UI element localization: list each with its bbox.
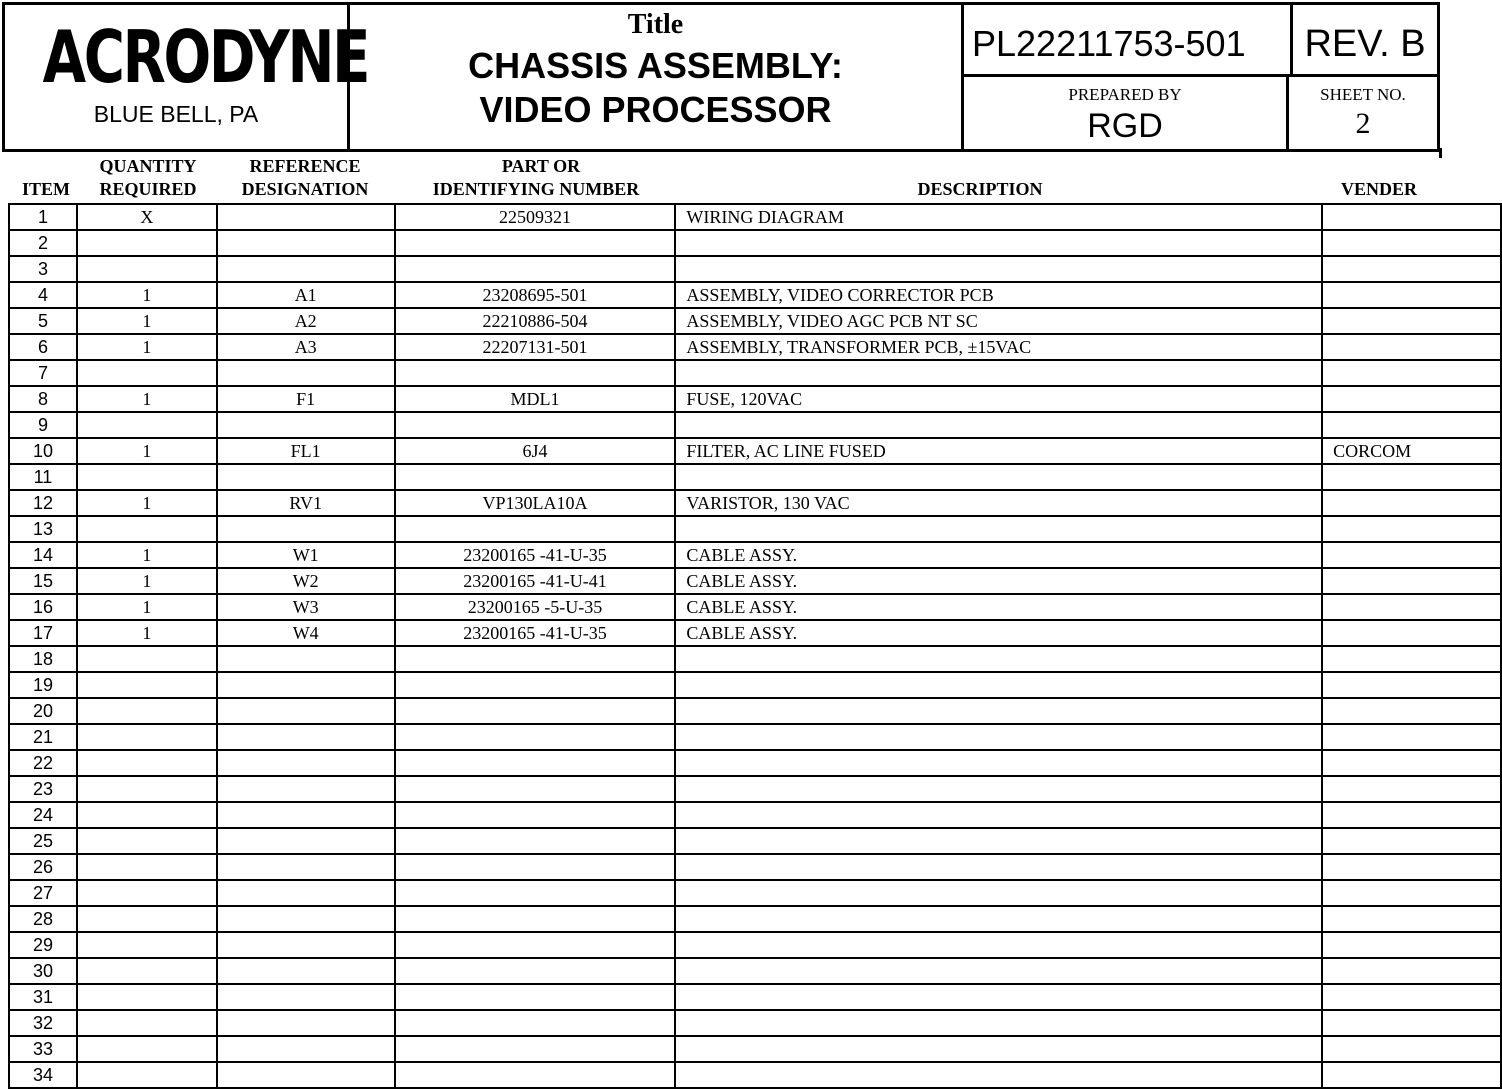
table-row	[9, 802, 1501, 828]
table-row	[9, 594, 1501, 620]
header-item: ITEM	[21, 179, 70, 199]
item-number-cell: 34	[9, 1062, 77, 1088]
description-cell	[675, 802, 1322, 828]
part-number-cell: 22207131-501	[395, 334, 676, 360]
description-cell	[675, 854, 1322, 880]
table-row	[9, 958, 1501, 984]
description-cell: CABLE ASSY.	[675, 568, 1322, 594]
title-block	[2, 2, 1440, 152]
reference-cell: RV1	[217, 490, 395, 516]
part-number-cell: MDL1	[395, 386, 676, 412]
item-number-cell: 25	[9, 828, 77, 854]
vender-cell	[1322, 750, 1501, 776]
title-cell	[350, 5, 964, 149]
reference-cell: FL1	[217, 438, 395, 464]
item-number-cell: 3	[9, 256, 77, 282]
description-cell: ASSEMBLY, VIDEO AGC PCB NT SC	[675, 308, 1322, 334]
description-cell	[675, 1036, 1322, 1062]
description-cell: FUSE, 120VAC	[675, 386, 1322, 412]
item-number-cell: 10	[9, 438, 77, 464]
quantity-cell	[77, 698, 217, 724]
revision-cell	[1293, 5, 1437, 77]
part-number-cell	[395, 698, 676, 724]
part-number-cell	[395, 1010, 676, 1036]
reference-cell	[217, 256, 395, 282]
description-cell: CABLE ASSY.	[675, 620, 1322, 646]
table-row	[9, 906, 1501, 932]
reference-cell: W4	[217, 620, 395, 646]
table-row	[9, 256, 1501, 282]
vender-cell	[1322, 282, 1501, 308]
quantity-cell	[77, 646, 217, 672]
document-title-line1: CHASSIS ASSEMBLY:	[468, 45, 843, 86]
description-cell	[675, 828, 1322, 854]
reference-cell	[217, 854, 395, 880]
vender-cell	[1322, 256, 1501, 282]
vender-cell	[1322, 698, 1501, 724]
vender-cell	[1322, 308, 1501, 334]
item-number-cell: 32	[9, 1010, 77, 1036]
revision: REV. B	[1304, 23, 1426, 65]
part-number-cell: 23208695-501	[395, 282, 676, 308]
vender-cell	[1322, 1010, 1501, 1036]
reference-cell	[217, 464, 395, 490]
reference-cell	[217, 880, 395, 906]
vender-cell	[1322, 568, 1501, 594]
item-number-cell: 6	[9, 334, 77, 360]
quantity-cell: X	[77, 204, 217, 230]
quantity-cell	[77, 724, 217, 750]
part-number-cell	[395, 906, 676, 932]
table-row	[9, 698, 1501, 724]
item-number-cell: 26	[9, 854, 77, 880]
quantity-cell	[77, 1010, 217, 1036]
description-cell	[675, 880, 1322, 906]
sheet-number: 2	[1355, 107, 1371, 140]
description-cell	[675, 464, 1322, 490]
reference-cell	[217, 230, 395, 256]
reference-cell	[217, 802, 395, 828]
reference-cell	[217, 1036, 395, 1062]
header-description: DESCRIPTION	[917, 179, 1043, 199]
item-number-cell: 12	[9, 490, 77, 516]
part-number-cell	[395, 230, 676, 256]
item-number-cell: 8	[9, 386, 77, 412]
part-number-cell	[395, 1062, 676, 1088]
part-number-cell	[395, 1036, 676, 1062]
table-row	[9, 724, 1501, 750]
item-number-cell: 2	[9, 230, 77, 256]
reference-cell	[217, 1062, 395, 1088]
part-number-cell	[395, 750, 676, 776]
item-number-cell: 15	[9, 568, 77, 594]
header-vender: VENDER	[1340, 179, 1417, 199]
header-quantity-line1: QUANTITY	[99, 156, 197, 176]
item-number-cell: 9	[9, 412, 77, 438]
quantity-cell: 1	[77, 542, 217, 568]
part-number-cell	[395, 464, 676, 490]
description-cell	[675, 984, 1322, 1010]
part-number-cell	[395, 412, 676, 438]
table-row	[9, 334, 1501, 360]
quantity-cell: 1	[77, 594, 217, 620]
reference-cell: W3	[217, 594, 395, 620]
vender-cell	[1322, 230, 1501, 256]
reference-cell	[217, 516, 395, 542]
reference-cell	[217, 360, 395, 386]
description-cell	[675, 412, 1322, 438]
quantity-cell	[77, 958, 217, 984]
item-number-cell: 24	[9, 802, 77, 828]
table-row	[9, 204, 1501, 230]
vender-cell	[1322, 854, 1501, 880]
table-row	[9, 360, 1501, 386]
table-row	[9, 308, 1501, 334]
table-row	[9, 412, 1501, 438]
reference-cell: W2	[217, 568, 395, 594]
reference-cell	[217, 1010, 395, 1036]
description-cell: CABLE ASSY.	[675, 542, 1322, 568]
table-row	[9, 854, 1501, 880]
table-row	[9, 646, 1501, 672]
part-number-cell	[395, 880, 676, 906]
item-number-cell: 14	[9, 542, 77, 568]
header-reference-line1: REFERENCE	[249, 156, 361, 176]
table-row	[9, 828, 1501, 854]
item-number-cell: 27	[9, 880, 77, 906]
description-cell	[675, 932, 1322, 958]
reference-cell	[217, 672, 395, 698]
header-reference-line2: DESIGNATION	[241, 179, 369, 199]
quantity-cell	[77, 802, 217, 828]
reference-cell	[217, 906, 395, 932]
vender-cell	[1322, 490, 1501, 516]
description-cell	[675, 724, 1322, 750]
vender-cell	[1322, 802, 1501, 828]
part-number-cell: 23200165 -41-U-41	[395, 568, 676, 594]
quantity-cell	[77, 1062, 217, 1088]
quantity-cell	[77, 750, 217, 776]
description-cell	[675, 646, 1322, 672]
quantity-cell	[77, 464, 217, 490]
vender-cell	[1322, 906, 1501, 932]
item-number-cell: 23	[9, 776, 77, 802]
part-number-cell: 6J4	[395, 438, 676, 464]
part-number-cell	[964, 5, 1293, 77]
quantity-cell	[77, 412, 217, 438]
description-cell	[675, 958, 1322, 984]
reference-cell	[217, 958, 395, 984]
vender-cell	[1322, 828, 1501, 854]
description-cell: FILTER, AC LINE FUSED	[675, 438, 1322, 464]
reference-cell: A1	[217, 282, 395, 308]
table-row	[9, 932, 1501, 958]
item-number-cell: 17	[9, 620, 77, 646]
quantity-cell: 1	[77, 620, 217, 646]
prepared-by-value: RGD	[1087, 107, 1163, 145]
item-number-cell: 29	[9, 932, 77, 958]
vender-cell	[1322, 1036, 1501, 1062]
part-number-cell: VP130LA10A	[395, 490, 676, 516]
header-part-line1: PART OR	[501, 156, 581, 176]
part-number-cell	[395, 776, 676, 802]
quantity-cell: 1	[77, 282, 217, 308]
document-title-line2: VIDEO PROCESSOR	[479, 89, 832, 130]
quantity-cell: 1	[77, 490, 217, 516]
table-row	[9, 620, 1501, 646]
company-cell	[5, 5, 369, 149]
quantity-cell	[77, 1036, 217, 1062]
vender-cell	[1322, 464, 1501, 490]
table-row	[9, 672, 1501, 698]
reference-cell	[217, 204, 395, 230]
reference-cell	[217, 984, 395, 1010]
vender-cell	[1322, 880, 1501, 906]
quantity-cell: 1	[77, 334, 217, 360]
vender-cell	[1322, 1062, 1501, 1088]
vender-cell	[1322, 646, 1501, 672]
header-quantity-line2: REQUIRED	[99, 179, 197, 199]
quantity-cell: 1	[77, 308, 217, 334]
prepared-by-label: PREPARED BY	[1068, 85, 1182, 104]
quantity-cell	[77, 256, 217, 282]
table-row	[9, 438, 1501, 464]
item-number-cell: 21	[9, 724, 77, 750]
item-number-cell: 19	[9, 672, 77, 698]
quantity-cell	[77, 880, 217, 906]
description-cell: CABLE ASSY.	[675, 594, 1322, 620]
reference-cell	[217, 776, 395, 802]
item-number-cell: 30	[9, 958, 77, 984]
table-row	[9, 230, 1501, 256]
description-cell: WIRING DIAGRAM	[675, 204, 1322, 230]
item-number-cell: 11	[9, 464, 77, 490]
table-row	[9, 542, 1501, 568]
description-cell	[675, 672, 1322, 698]
table-row	[9, 1036, 1501, 1062]
table-row	[9, 1062, 1501, 1088]
description-cell	[675, 750, 1322, 776]
description-cell	[675, 776, 1322, 802]
quantity-cell	[77, 672, 217, 698]
table-row	[9, 880, 1501, 906]
vender-cell	[1322, 672, 1501, 698]
item-number-cell: 7	[9, 360, 77, 386]
part-number-cell	[395, 984, 676, 1010]
border-tick	[1439, 148, 1442, 158]
quantity-cell: 1	[77, 386, 217, 412]
reference-cell	[217, 932, 395, 958]
reference-cell	[217, 828, 395, 854]
quantity-cell	[77, 230, 217, 256]
description-cell: VARISTOR, 130 VAC	[675, 490, 1322, 516]
item-number-cell: 22	[9, 750, 77, 776]
reference-cell: W1	[217, 542, 395, 568]
table-row	[9, 776, 1501, 802]
part-number-cell	[395, 932, 676, 958]
item-number-cell: 13	[9, 516, 77, 542]
part-number: PL22211753-501	[972, 23, 1246, 64]
vender-cell	[1322, 334, 1501, 360]
description-cell	[675, 516, 1322, 542]
reference-cell	[217, 646, 395, 672]
table-row	[9, 516, 1501, 542]
reference-cell: A2	[217, 308, 395, 334]
part-number-cell: 23200165 -5-U-35	[395, 594, 676, 620]
part-number-cell	[395, 828, 676, 854]
description-cell	[675, 1010, 1322, 1036]
part-number-cell	[395, 256, 676, 282]
description-cell	[675, 230, 1322, 256]
part-number-cell	[395, 516, 676, 542]
part-number-cell: 22509321	[395, 204, 676, 230]
description-cell: ASSEMBLY, VIDEO CORRECTOR PCB	[675, 282, 1322, 308]
vender-cell	[1322, 360, 1501, 386]
company-location: BLUE BELL, PA	[93, 101, 259, 127]
company-logo: ACRODYNE	[42, 15, 369, 99]
description-cell	[675, 1062, 1322, 1088]
vender-cell	[1322, 542, 1501, 568]
part-number-cell: 23200165 -41-U-35	[395, 542, 676, 568]
part-number-cell	[395, 360, 676, 386]
vender-cell: CORCOM	[1322, 438, 1501, 464]
quantity-cell	[77, 516, 217, 542]
reference-cell: A3	[217, 334, 395, 360]
part-number-cell	[395, 958, 676, 984]
quantity-cell	[77, 906, 217, 932]
reference-cell	[217, 698, 395, 724]
description-cell	[675, 698, 1322, 724]
sheet-cell	[1289, 77, 1437, 149]
part-number-cell	[395, 672, 676, 698]
quantity-cell: 1	[77, 438, 217, 464]
table-row	[9, 386, 1501, 412]
part-number-cell	[395, 724, 676, 750]
table-row	[9, 490, 1501, 516]
vender-cell	[1322, 932, 1501, 958]
vender-cell	[1322, 724, 1501, 750]
table-row	[9, 282, 1501, 308]
item-number-cell: 18	[9, 646, 77, 672]
vender-cell	[1322, 594, 1501, 620]
description-cell	[675, 256, 1322, 282]
prepared-by-cell	[964, 77, 1289, 149]
reference-cell	[217, 750, 395, 776]
reference-cell	[217, 412, 395, 438]
quantity-cell	[77, 984, 217, 1010]
item-number-cell: 20	[9, 698, 77, 724]
reference-cell: F1	[217, 386, 395, 412]
item-number-cell: 1	[9, 204, 77, 230]
quantity-cell	[77, 776, 217, 802]
description-cell	[675, 906, 1322, 932]
table-row	[9, 984, 1501, 1010]
quantity-cell	[77, 854, 217, 880]
item-number-cell: 28	[9, 906, 77, 932]
vender-cell	[1322, 620, 1501, 646]
reference-cell	[217, 724, 395, 750]
header-part-line2: IDENTIFYING NUMBER	[432, 179, 640, 199]
vender-cell	[1322, 412, 1501, 438]
vender-cell	[1322, 776, 1501, 802]
sheet-label: SHEET NO.	[1320, 85, 1406, 104]
description-cell	[675, 360, 1322, 386]
quantity-cell	[77, 360, 217, 386]
item-number-cell: 16	[9, 594, 77, 620]
item-number-cell: 33	[9, 1036, 77, 1062]
part-number-cell	[395, 646, 676, 672]
vender-cell	[1322, 516, 1501, 542]
title-label: Title	[627, 9, 684, 40]
vender-cell	[1322, 204, 1501, 230]
quantity-cell	[77, 828, 217, 854]
part-number-cell: 22210886-504	[395, 308, 676, 334]
description-cell: ASSEMBLY, TRANSFORMER PCB, ±15VAC	[675, 334, 1322, 360]
table-row	[9, 464, 1501, 490]
quantity-cell	[77, 932, 217, 958]
part-number-cell: 23200165 -41-U-35	[395, 620, 676, 646]
table-row	[9, 750, 1501, 776]
parts-list-table	[8, 203, 1502, 1089]
table-row	[9, 568, 1501, 594]
item-number-cell: 31	[9, 984, 77, 1010]
vender-cell	[1322, 958, 1501, 984]
part-number-cell	[395, 854, 676, 880]
item-number-cell: 5	[9, 308, 77, 334]
part-number-cell	[395, 802, 676, 828]
vender-cell	[1322, 386, 1501, 412]
vender-cell	[1322, 984, 1501, 1010]
quantity-cell: 1	[77, 568, 217, 594]
table-row	[9, 1010, 1501, 1036]
item-number-cell: 4	[9, 282, 77, 308]
